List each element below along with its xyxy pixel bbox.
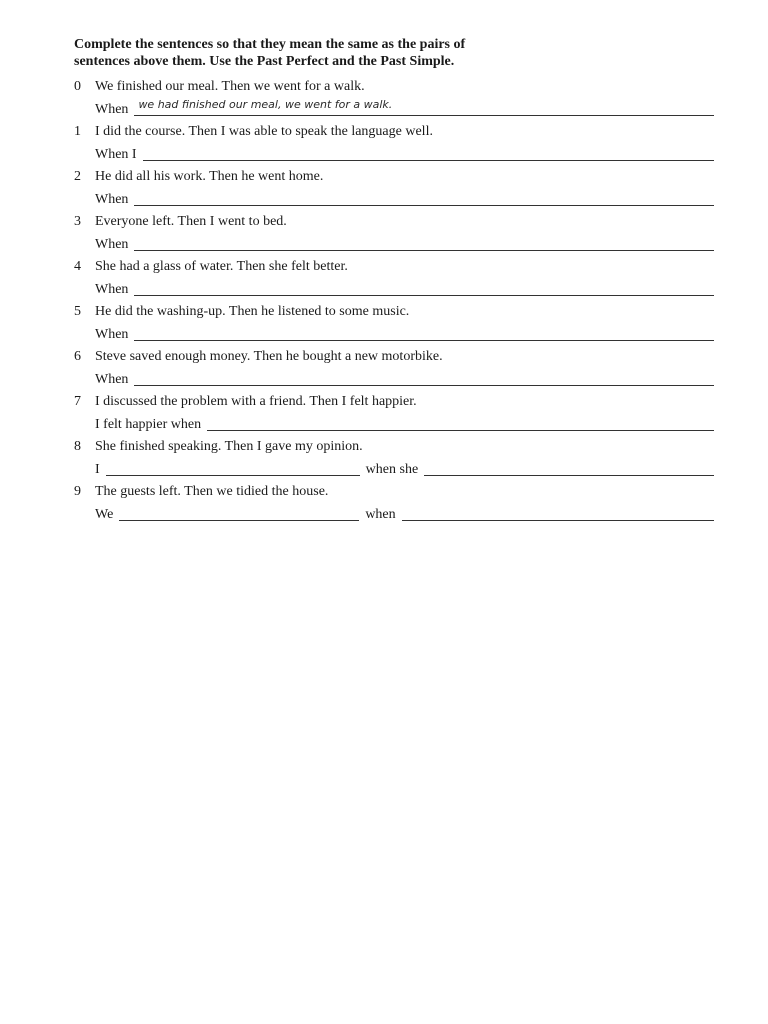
exercise-item: [74, 121, 714, 166]
exercise-item: [74, 76, 714, 121]
prompt-sentence: She had a glass of water. Then she felt better.: [95, 259, 348, 274]
answer-lead: When: [95, 102, 129, 117]
answer-lead: When: [95, 237, 129, 252]
item-number: 6: [74, 349, 81, 364]
answer-blank[interactable]: [134, 280, 714, 296]
answer-blank[interactable]: [134, 235, 714, 251]
answer-lead: When I: [95, 147, 137, 162]
answer-blank-second[interactable]: [424, 460, 714, 476]
exercise-item: [74, 256, 714, 301]
prompt-sentence: We finished our meal. Then we went for a walk.: [95, 79, 365, 94]
answer-mid-text: when: [365, 507, 396, 522]
prompt-sentence: He did the washing-up. Then he listened to some music.: [95, 304, 410, 319]
answer-blank[interactable]: [134, 370, 714, 386]
prompt-sentence: I discussed the problem with a friend. Then I felt happier.: [95, 394, 417, 409]
item-number: 7: [74, 394, 81, 409]
answer-blank[interactable]: [143, 145, 714, 161]
answer-mid-text: when she: [365, 462, 419, 477]
answer-blank-second[interactable]: [402, 505, 714, 521]
exercise-item: [74, 301, 714, 346]
prompt-sentence: Steve saved enough money. Then he bought a new motorbike.: [95, 349, 443, 364]
item-number: 2: [74, 169, 81, 184]
answer-blank-first[interactable]: [119, 505, 359, 521]
answer-lead: When: [95, 372, 129, 387]
item-number: 1: [74, 124, 81, 139]
answer-lead: We: [95, 507, 114, 522]
prompt-sentence: He did all his work. Then he went home.: [95, 169, 324, 184]
exercise-item: [74, 436, 714, 481]
item-number: 8: [74, 439, 81, 454]
prompt-sentence: She finished speaking. Then I gave my opinion.: [95, 439, 363, 454]
answer-blank[interactable]: [134, 100, 714, 116]
answer-lead: I: [95, 462, 100, 477]
exercise-item: [74, 346, 714, 391]
item-number: 9: [74, 484, 81, 499]
answer-blank[interactable]: [134, 325, 714, 341]
item-number: 3: [74, 214, 81, 229]
exercise-item: [74, 166, 714, 211]
exercise-item: [74, 481, 714, 526]
answer-lead: When: [95, 282, 129, 297]
exercise-item: [74, 211, 714, 256]
prompt-sentence: The guests left. Then we tidied the house.: [95, 484, 329, 499]
instructions: Complete the sentences so that they mean the same as the pairs of sentences above them. Use the Past Perfect and the Past Simple.: [74, 37, 466, 69]
answer-blank[interactable]: [134, 190, 714, 206]
answer-lead: When: [95, 327, 129, 342]
answer-blank-first[interactable]: [106, 460, 360, 476]
item-number: 4: [74, 259, 81, 274]
exercise-item: [74, 391, 714, 436]
answer-lead: When: [95, 192, 129, 207]
answer-blank[interactable]: [207, 415, 714, 431]
item-number: 5: [74, 304, 81, 319]
item-number: 0: [74, 79, 81, 94]
answer-lead: I felt happier when: [95, 417, 202, 432]
model-answer: we had finished our meal, we went for a walk.: [138, 98, 393, 111]
prompt-sentence: I did the course. Then I was able to speak the language well.: [95, 124, 433, 139]
prompt-sentence: Everyone left. Then I went to bed.: [95, 214, 287, 229]
worksheet: [74, 36, 714, 526]
